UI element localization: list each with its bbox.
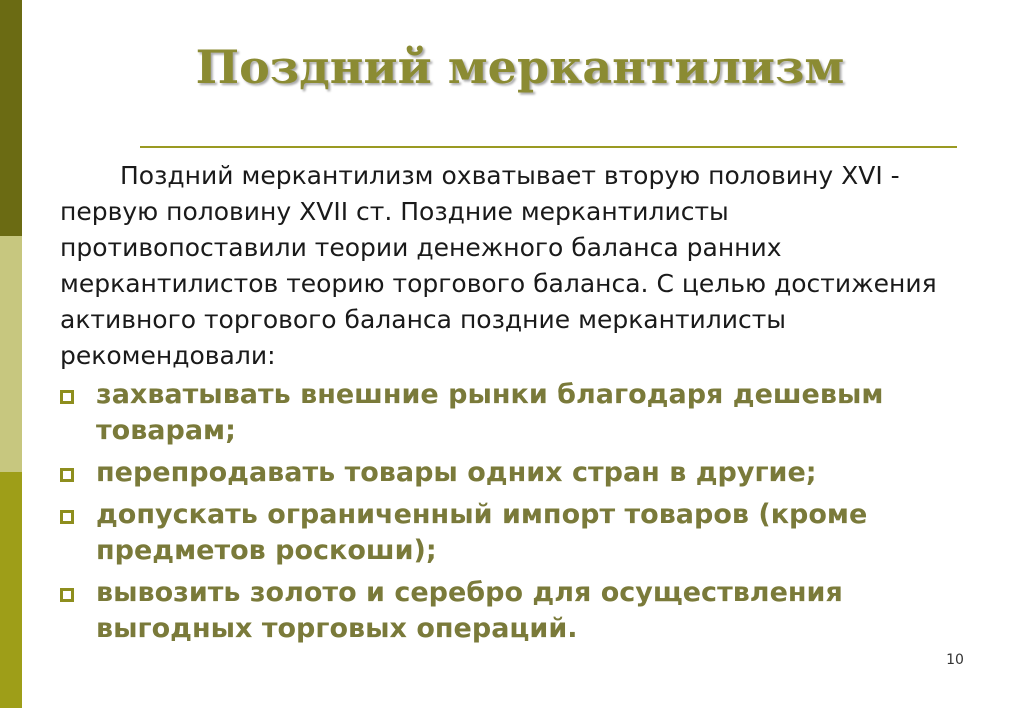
recommendation-list: [60, 377, 960, 653]
list-item: [60, 497, 960, 569]
square-bullet-icon: [60, 510, 74, 524]
intro-text: охватывает вторую половину XVI - первую половину XVII ст. Поздние меркантилисты противопоставили теории денежного баланса ранних меркантилистов теорию торгового баланса. С целью достижения активного торгового баланса поздние меркантилисты рекомендовали:: [60, 161, 937, 370]
title-divider: [140, 146, 957, 148]
list-item: [60, 575, 960, 647]
list-item-text: перепродавать товары одних стран в другие;: [96, 457, 817, 488]
list-item: [60, 455, 960, 491]
square-bullet-icon: [60, 390, 74, 404]
slide-title: Поздний меркантилизм: [195, 40, 845, 94]
list-item: [60, 377, 960, 449]
decor-stripe-middle: [0, 236, 22, 472]
intro-lead: Поздний меркантилизм: [120, 161, 434, 190]
square-bullet-icon: [60, 468, 74, 482]
list-item-text: допускать ограниченный импорт товаров (кроме предметов роскоши);: [96, 499, 868, 566]
list-item-text: вывозить золото и серебро для осуществления выгодных торговых операций.: [96, 577, 843, 644]
square-bullet-icon: [60, 588, 74, 602]
intro-paragraph: [60, 158, 960, 374]
decor-stripe-top: [0, 0, 22, 236]
decor-stripe-bottom: [0, 472, 22, 708]
page-number: 10: [946, 652, 964, 668]
list-item-text: захватывать внешние рынки благодаря дешевым товарам;: [96, 379, 884, 446]
